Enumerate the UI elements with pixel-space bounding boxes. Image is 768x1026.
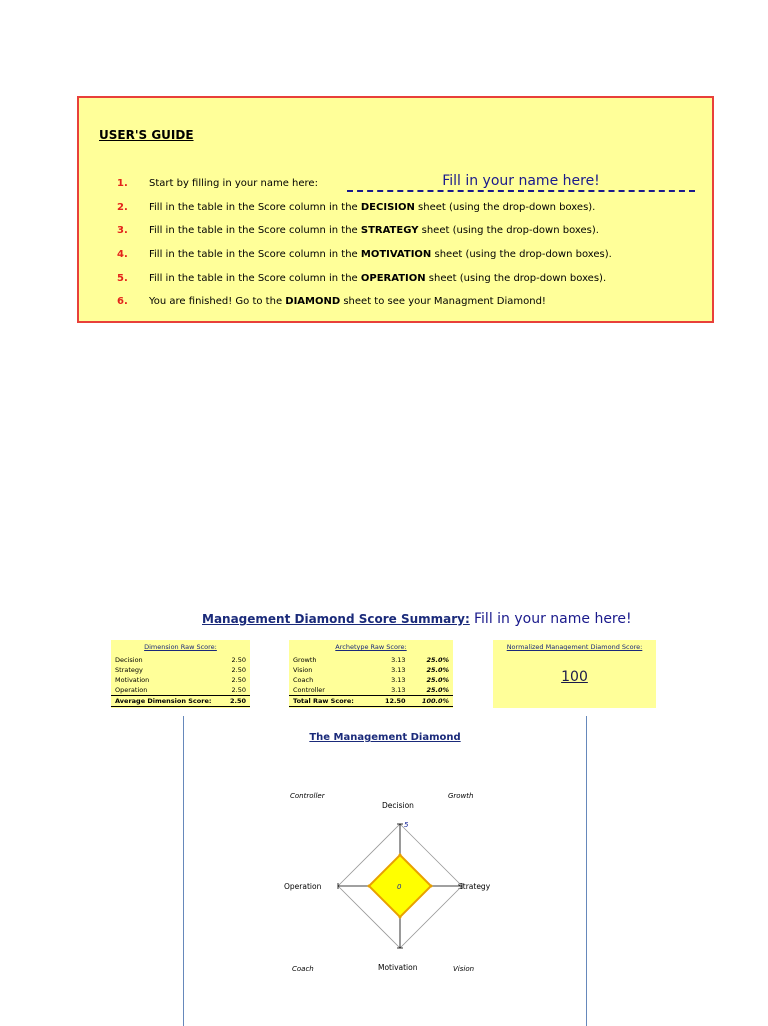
summary-title-label: Management Diamond Score Summary: bbox=[202, 612, 470, 626]
guide-step-4 bbox=[117, 249, 612, 267]
row-pct: 25.0% bbox=[426, 676, 449, 684]
total-row bbox=[289, 696, 453, 707]
row-label: Coach bbox=[293, 676, 314, 684]
row-value: 3.13 bbox=[391, 686, 406, 694]
step-text-end: sheet (using the drop-down boxes). bbox=[425, 273, 607, 284]
tick-label-max: 5 bbox=[404, 821, 409, 829]
step-text-end: sheet (using the drop-down boxes). bbox=[414, 202, 596, 213]
data-point bbox=[368, 885, 371, 888]
sheet-name: DECISION bbox=[360, 202, 415, 213]
archetype-header: Archetype Raw Score: bbox=[335, 643, 407, 651]
total-value: 12.50 bbox=[374, 696, 409, 707]
step-text-end: sheet (using the drop-down boxes). bbox=[418, 225, 599, 236]
summary-name: Fill in your name here! bbox=[474, 611, 632, 627]
archetype-score-box bbox=[289, 640, 453, 708]
guide-step-2 bbox=[117, 202, 595, 220]
guide-step-5 bbox=[117, 273, 606, 291]
dimension-score-box bbox=[111, 640, 250, 708]
row-label: Motivation bbox=[115, 676, 150, 684]
axis-label-motivation: Motivation bbox=[378, 963, 418, 972]
step-text: You are finished! Go to the bbox=[149, 296, 286, 307]
step-text-end: sheet (using the drop-down boxes). bbox=[431, 249, 612, 260]
guide-step-1 bbox=[117, 178, 318, 196]
sheet-name: MOTIVATION bbox=[360, 249, 432, 260]
normalized-score-box bbox=[493, 640, 656, 708]
row-pct: 25.0% bbox=[426, 686, 449, 694]
row-pct: 25.0% bbox=[426, 666, 449, 674]
corner-label-growth: Growth bbox=[448, 792, 474, 800]
row-label: Decision bbox=[115, 656, 143, 664]
row-value: 2.50 bbox=[231, 676, 246, 684]
users-guide-box bbox=[77, 96, 714, 323]
table-row bbox=[111, 685, 250, 696]
diamond-chart bbox=[184, 716, 588, 1026]
axis-label-strategy: Strategy bbox=[458, 882, 491, 891]
name-input[interactable]: Fill in your name here! bbox=[347, 173, 695, 192]
step-text: Fill in the table in the Score column in the bbox=[149, 249, 361, 260]
table-row bbox=[289, 675, 453, 685]
tick-label-center: 0 bbox=[397, 883, 402, 891]
corner-label-controller: Controller bbox=[290, 792, 325, 800]
axis-label-operation: Operation bbox=[284, 882, 322, 891]
summary-title bbox=[202, 611, 632, 627]
sheet-name: OPERATION bbox=[360, 273, 426, 284]
diamond-chart-panel bbox=[183, 716, 587, 1026]
guide-step-6 bbox=[117, 296, 546, 314]
table-row bbox=[289, 665, 453, 675]
normalized-header: Normalized Management Diamond Score: bbox=[506, 643, 643, 651]
step-number: 1. bbox=[117, 178, 128, 189]
sheet-name: STRATEGY bbox=[360, 225, 419, 236]
step-number: 6. bbox=[117, 296, 128, 307]
step-number: 3. bbox=[117, 225, 128, 236]
archetype-table bbox=[289, 655, 453, 707]
row-label: Operation bbox=[115, 686, 148, 694]
table-row bbox=[289, 685, 453, 696]
row-label: Strategy bbox=[115, 666, 143, 674]
row-value: 3.13 bbox=[391, 656, 406, 664]
row-pct: 25.0% bbox=[426, 656, 449, 664]
step-number: 2. bbox=[117, 202, 128, 213]
step-text: Fill in the table in the Score column in the bbox=[149, 202, 361, 213]
axis-label-decision: Decision bbox=[382, 801, 414, 810]
data-point bbox=[430, 885, 433, 888]
total-label: Average Dimension Score: bbox=[111, 696, 224, 707]
normalized-score-value: 100 bbox=[561, 669, 588, 685]
total-value: 2.50 bbox=[224, 696, 250, 707]
table-row bbox=[111, 665, 250, 675]
row-value: 3.13 bbox=[391, 676, 406, 684]
guide-step-3 bbox=[117, 225, 599, 243]
step-text: Fill in the table in the Score column in the bbox=[149, 225, 361, 236]
guide-title: USER'S GUIDE bbox=[99, 128, 194, 142]
corner-label-coach: Coach bbox=[292, 965, 314, 973]
step-number: 5. bbox=[117, 273, 128, 284]
row-value: 2.50 bbox=[231, 686, 246, 694]
step-text-end: sheet to see your Managment Diamond! bbox=[340, 296, 546, 307]
row-value: 2.50 bbox=[231, 656, 246, 664]
dimension-header: Dimension Raw Score: bbox=[144, 643, 217, 651]
row-label: Vision bbox=[293, 666, 313, 674]
step-text: Start by filling in your name here: bbox=[149, 178, 318, 189]
row-value: 2.50 bbox=[231, 666, 246, 674]
table-row bbox=[289, 655, 453, 665]
data-point bbox=[399, 916, 402, 919]
chart-title: The Management Diamond bbox=[309, 732, 461, 743]
sheet-name: DIAMOND bbox=[285, 296, 341, 307]
table-row bbox=[111, 675, 250, 685]
row-value: 3.13 bbox=[391, 666, 406, 674]
row-label: Controller bbox=[293, 686, 325, 694]
total-pct: 100.0% bbox=[410, 696, 453, 707]
total-label: Total Raw Score: bbox=[289, 696, 374, 707]
total-row bbox=[111, 696, 250, 707]
corner-label-vision: Vision bbox=[453, 965, 475, 973]
step-text: Fill in the table in the Score column in the bbox=[149, 273, 361, 284]
table-row bbox=[111, 655, 250, 665]
data-point bbox=[399, 854, 402, 857]
row-label: Growth bbox=[293, 656, 317, 664]
step-number: 4. bbox=[117, 249, 128, 260]
dimension-table bbox=[111, 655, 250, 707]
